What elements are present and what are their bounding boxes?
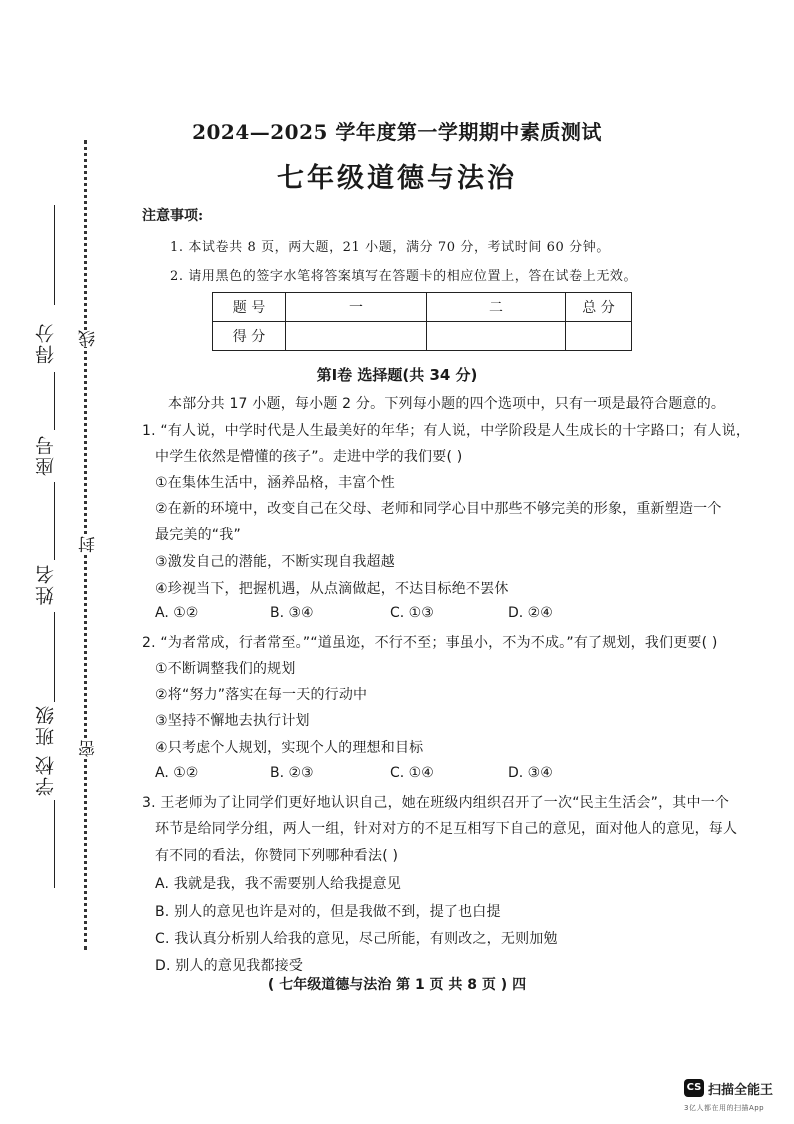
camscanner-logo-icon: CS [684, 1079, 704, 1097]
score-table-score-row [213, 322, 632, 351]
section-heading: 第Ⅰ卷 选择题(共 34 分) [316, 366, 478, 384]
section-intro: 本部分共 17 小题，每小题 2 分。下列每小题的四个选项中，只有一项是最符合题意的。 [168, 396, 726, 412]
question-stem: 3. 王老师为了让同学们更好地认识自己，她在班级内组织召开了一次“民主生活会”，其中一个 [142, 795, 730, 811]
question-stem: 1. “有人说，中学时代是人生最美好的年华；有人说，中学阶段是人生成长的十字路口；有人说， [142, 423, 751, 439]
option-d[interactable]: D. ②④ [508, 605, 553, 621]
option-d[interactable]: D. 别人的意见我都接受 [155, 958, 304, 974]
score-table-cell: 一 [286, 293, 427, 322]
option-c[interactable]: C. ①③ [390, 605, 434, 621]
option-c[interactable]: C. 我认真分析别人给我的意见，尽己所能，有则改之，无则加勉 [155, 931, 558, 947]
score-cell-part2[interactable] [427, 322, 566, 351]
class-field-label: 班级 [35, 704, 57, 746]
option-b[interactable]: B. ②③ [270, 765, 314, 781]
option-a[interactable]: A. 我就是我，我不需要别人给我提意见 [155, 876, 402, 892]
school-field-label: 学校 [35, 754, 57, 796]
seat-field-label: 座号 [35, 434, 57, 476]
question-stem: 环节是给同学分组，两人一组，针对对方的不足互相写下自己的意见，面对他人的意见，每人 [155, 821, 738, 837]
score-field-label: 得分 [35, 322, 57, 364]
page-footer: ( 七年级道德与法治 第 1 页 共 8 页 ) 四 [267, 977, 527, 993]
score-table-cell: 总 分 [566, 293, 632, 322]
question-item: ④珍视当下，把握机遇，从点滴做起，不达目标绝不罢休 [155, 581, 509, 597]
name-field-label: 姓名 [35, 563, 57, 605]
school-field-line [54, 800, 55, 888]
question-item: ④只考虑个人规划，实现个人的理想和目标 [155, 740, 424, 756]
option-a[interactable]: A. ①② [155, 765, 199, 781]
question-stem: 2. “为者常成，行者常至。”“道虽迩，不行不至；事虽小，不为不成。”有了规划，我们更要( ) [142, 635, 718, 651]
score-table-cell: 题 号 [213, 293, 286, 322]
question-item: 最完美的“我” [155, 527, 241, 543]
subject-title: 七年级道德与法治 [277, 163, 517, 194]
option-d[interactable]: D. ③④ [508, 765, 553, 781]
question-item: ②将“努力”落实在每一天的行动中 [155, 687, 368, 703]
question-stem: 有不同的看法，你赞同下列哪种看法( ) [155, 848, 399, 864]
score-cell-part1[interactable] [286, 322, 427, 351]
name-field-line [54, 482, 55, 560]
question-item: ①不断调整我们的规划 [155, 661, 296, 677]
question-stem: 中学生依然是懵懂的孩子”。走进中学的我们要( ) [155, 449, 463, 465]
question-item: ②在新的环境中，改变自己在父母、老师和同学心目中那些不够完美的形象，重新塑造一个 [155, 501, 722, 517]
question-item: ①在集体生活中，涵养品格，丰富个性 [155, 475, 395, 491]
watermark-tagline: 3亿人都在用的扫描App [684, 1104, 765, 1112]
score-table-cell: 得 分 [213, 322, 286, 351]
option-a[interactable]: A. ①② [155, 605, 199, 621]
question-item: ③激发自己的潜能，不断实现自我超越 [155, 554, 395, 570]
notice-item: 2. 请用黑色的签字水笔将答案填写在答题卡的相应位置上，答在试卷上无效。 [170, 269, 638, 284]
score-cell-total[interactable] [566, 322, 632, 351]
option-b[interactable]: B. ③④ [270, 605, 314, 621]
option-b[interactable]: B. 别人的意见也许是对的，但是我做不到，提了也白提 [155, 904, 501, 920]
question-item: ③坚持不懈地去执行计划 [155, 713, 310, 729]
score-table [212, 292, 632, 351]
score-table-header-row [213, 293, 632, 322]
binding-word-seal: 封 [76, 536, 96, 553]
option-c[interactable]: C. ①④ [390, 765, 434, 781]
score-table-cell: 二 [427, 293, 566, 322]
exam-title: 2024—2025 学年度第一学期期中素质测试 [192, 120, 602, 144]
score-field-line [54, 205, 55, 305]
binding-word-secret: 密 [76, 740, 96, 757]
notice-item: 1. 本试卷共 8 页，两大题，21 小题，满分 70 分，考试时间 60 分钟。 [170, 240, 610, 255]
notice-heading: 注意事项: [142, 208, 204, 224]
watermark-name: 扫描全能王 [708, 1083, 774, 1098]
class-field-line [54, 612, 55, 702]
binding-word-line: 线 [76, 330, 96, 347]
